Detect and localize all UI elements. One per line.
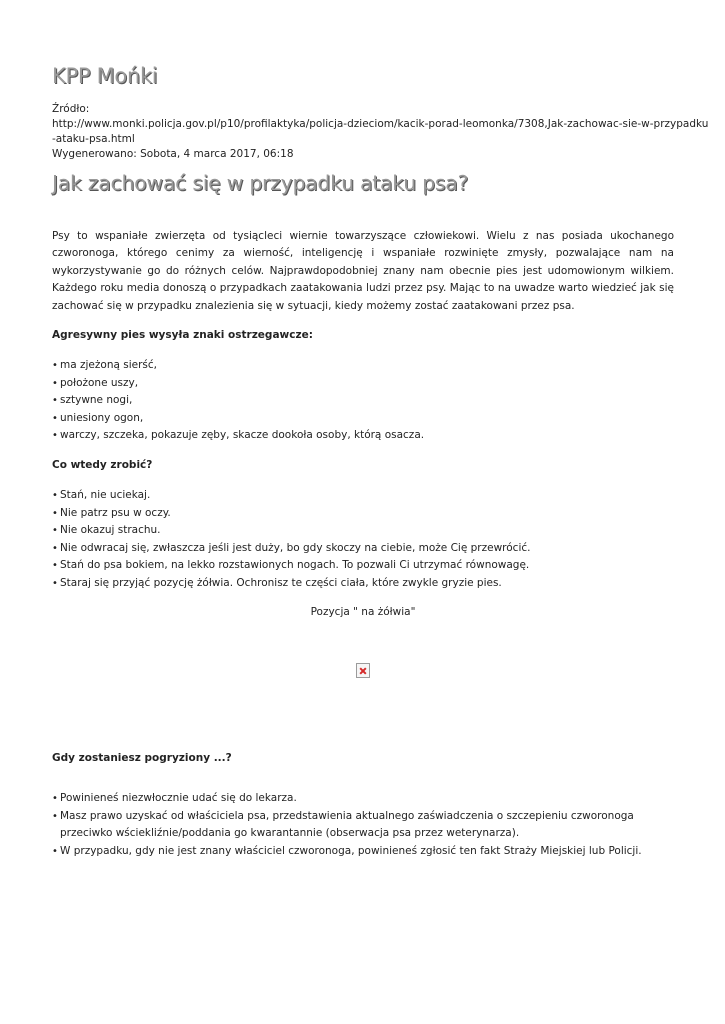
list-item: • położone uszy, (52, 375, 677, 393)
bite-heading: Gdy zostaniesz pogryziony ...? (52, 752, 232, 764)
warning-signs-heading: Agresywny pies wysyła znaki ostrzegawcze: (52, 329, 313, 341)
source-meta (52, 102, 709, 162)
list-item: • Staraj się przyjąć pozycję żółwia. Ochronisz te części ciała, które zwykle gryzie pies. (52, 575, 677, 593)
list-item: • Nie patrz psu w oczy. (52, 505, 677, 523)
site-title: KPP Mońki (52, 64, 158, 88)
list-item: • warczy, szczeka, pokazuje zęby, skacze dookoła osoby, którą osacza. (52, 427, 677, 445)
list-item: • Nie odwracaj się, zwłaszcza jeśli jest duży, bo gdy skoczy na ciebie, może Cię przewrócić. (52, 540, 677, 558)
list-item: • W przypadku, gdy nie jest znany właściciel czworonoga, powinieneś zgłosić ten fakt Straży Miejskiej lub Policji. (52, 843, 677, 861)
warning-signs-list (52, 357, 677, 445)
list-item: • Powinieneś niezwłocznie udać się do lekarza. (52, 790, 677, 808)
list-item: • Masz prawo uzyskać od właściciela psa, przedstawienia aktualnego zaświadczenia o szczepieniu czworonoga przeciwko wściekliźnie/poddania go kwarantannie (obserwacja psa przez weterynarza). (52, 808, 677, 843)
source-url-line-2: -ataku-psa.html (52, 133, 135, 145)
bite-steps-list (52, 790, 677, 860)
list-item: • Stań do psa bokiem, na lekko rozstawionych nogach. To pozwali Ci utrzymać równowagę. (52, 557, 677, 575)
list-item: • Stań, nie uciekaj. (52, 487, 677, 505)
broken-image-icon (356, 663, 370, 678)
list-item: • ma zjeżoną sierść, (52, 357, 677, 375)
generated-date: Wygenerowano: Sobota, 4 marca 2017, 06:18 (52, 148, 294, 160)
list-item: • Nie okazuj strachu. (52, 522, 677, 540)
intro-paragraph: Psy to wspaniałe zwierzęta od tysiącleci wiernie towarzyszące człowiekowi. Wielu z nas posiada ukochanego czworonoga, którego cenimy za wierność, inteligencję i wspaniałe rozwinięte zmysły, pozwalające nam na wykorzystywanie go do różnych celów. Najprawdopodobniej znany nam obecnie pies jest udomowionym wilkiem. Każdego roku media donoszą o przypadkach zaatakowania ludzi przez psy. Mając to na uwadze warto wiedzieć jak się zachować się w przypadku znalezienia się w sytuacji, kiedy możemy zostać zaatakowani przez psa. (52, 230, 674, 312)
list-item: • uniesiony ogon, (52, 410, 677, 428)
actions-heading: Co wtedy zrobić? (52, 459, 153, 471)
source-url-line-1: http://www.monki.policja.gov.pl/p10/profilaktyka/policja-dzieciom/kacik-porad-leomonka/7308,Jak-zachowac-sie-w-przypadku (52, 118, 709, 130)
source-label: Źródło: (52, 103, 90, 115)
list-item: • sztywne nogi, (52, 392, 677, 410)
actions-list (52, 487, 677, 592)
image-caption: Pozycja " na żółwia" (310, 606, 416, 618)
article-title: Jak zachować się w przypadku ataku psa? (52, 171, 469, 195)
